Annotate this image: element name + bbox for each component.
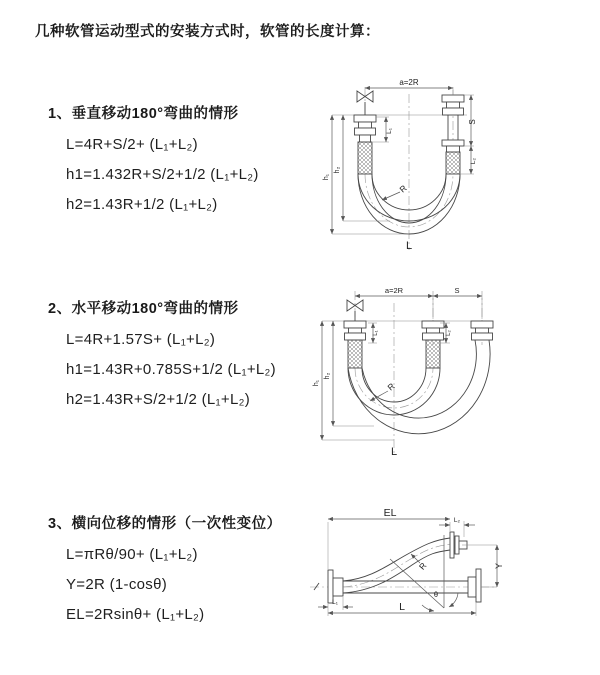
dim-label-h1: h₁	[323, 173, 330, 181]
dim-label-r: R	[416, 560, 429, 572]
left-pipe-fitting	[354, 115, 376, 174]
dim-label-r: R	[397, 182, 409, 195]
dim-label-theta: θ	[433, 590, 439, 599]
diagram-lateral-displacement	[300, 497, 600, 657]
section-horizontal-movement	[48, 297, 323, 415]
dim-label-l2: L₂	[453, 517, 461, 524]
dim-label-a2r: a=2R	[399, 78, 419, 87]
dim-label-l2: L₂	[446, 330, 452, 336]
formula-line: h2=1.43R+1/2 (L₁+L₂)	[66, 196, 218, 213]
dimension-lines	[322, 296, 482, 440]
dim-label-h2: h₂	[324, 372, 331, 380]
centerlines	[322, 291, 493, 453]
formula-line: Y=2R (1-cosθ)	[66, 576, 168, 593]
braided-hose-section	[348, 340, 362, 368]
section-3-heading: 3、横向位移的情形（一次性变位）	[48, 516, 282, 532]
dim-label-a2r: a=2R	[384, 286, 404, 295]
braided-hose-section	[446, 152, 460, 174]
dimension-labels	[313, 286, 460, 458]
left-pipe-fitting	[344, 321, 366, 368]
page-title: 几种软管运动型式的安装方式时，软管的长度计算：	[35, 24, 380, 40]
formula-line: h2=1.43R+S/2+1/2 (L₁+L₂)	[66, 391, 251, 408]
braided-hose-section	[426, 340, 440, 368]
dim-label-l1: L₁	[332, 599, 338, 606]
dim-label-y: Y	[494, 562, 504, 570]
dim-label-s: S	[454, 286, 460, 295]
formula-line: EL=2Rsinθ+ (L₁+L₂)	[66, 606, 205, 623]
right-pipe-fitting	[471, 321, 493, 340]
dim-label-r: R	[385, 380, 397, 393]
center-pipe-fitting	[422, 321, 444, 368]
dim-label-l1: L₁	[373, 330, 379, 336]
hose-arcs	[348, 340, 490, 434]
section-2-heading: 2、水平移动180°弯曲的情形	[48, 301, 239, 317]
formula-line: h1=1.432R+S/2+1/2 (L₁+L₂)	[66, 166, 259, 183]
section-lateral-displacement	[48, 512, 323, 630]
formula-line: h1=1.43R+0.785S+1/2 (L₁+L₂)	[66, 361, 276, 378]
dim-label-l: L	[399, 601, 405, 613]
displaced-hose-curve	[343, 538, 450, 593]
formula-line: L=4R+S/2+ (L₁+L₂)	[66, 136, 198, 153]
dim-label-s: S	[468, 119, 477, 125]
diagram-vertical-180-bend	[312, 72, 592, 262]
section-vertical-movement	[48, 102, 323, 220]
dim-label-l1: L₁	[386, 128, 393, 134]
braided-hose-section	[358, 142, 372, 174]
formula-line: L=πRθ/90+ (L₁+L₂)	[66, 546, 198, 563]
diagram-horizontal-180-bend	[310, 283, 600, 468]
dim-label-l: L	[390, 446, 398, 458]
dim-label-h1: h₁	[313, 379, 320, 387]
dim-label-l2: L₂	[470, 157, 477, 165]
lower-right-flange	[468, 569, 481, 602]
dim-label-l: L	[405, 240, 413, 252]
dim-label-h2: h₂	[334, 166, 341, 174]
section-1-heading: 1、垂直移动180°弯曲的情形	[48, 106, 239, 122]
formula-line: L=4R+1.57S+ (L₁+L₂)	[66, 331, 216, 348]
dim-label-el: EL	[383, 507, 397, 519]
